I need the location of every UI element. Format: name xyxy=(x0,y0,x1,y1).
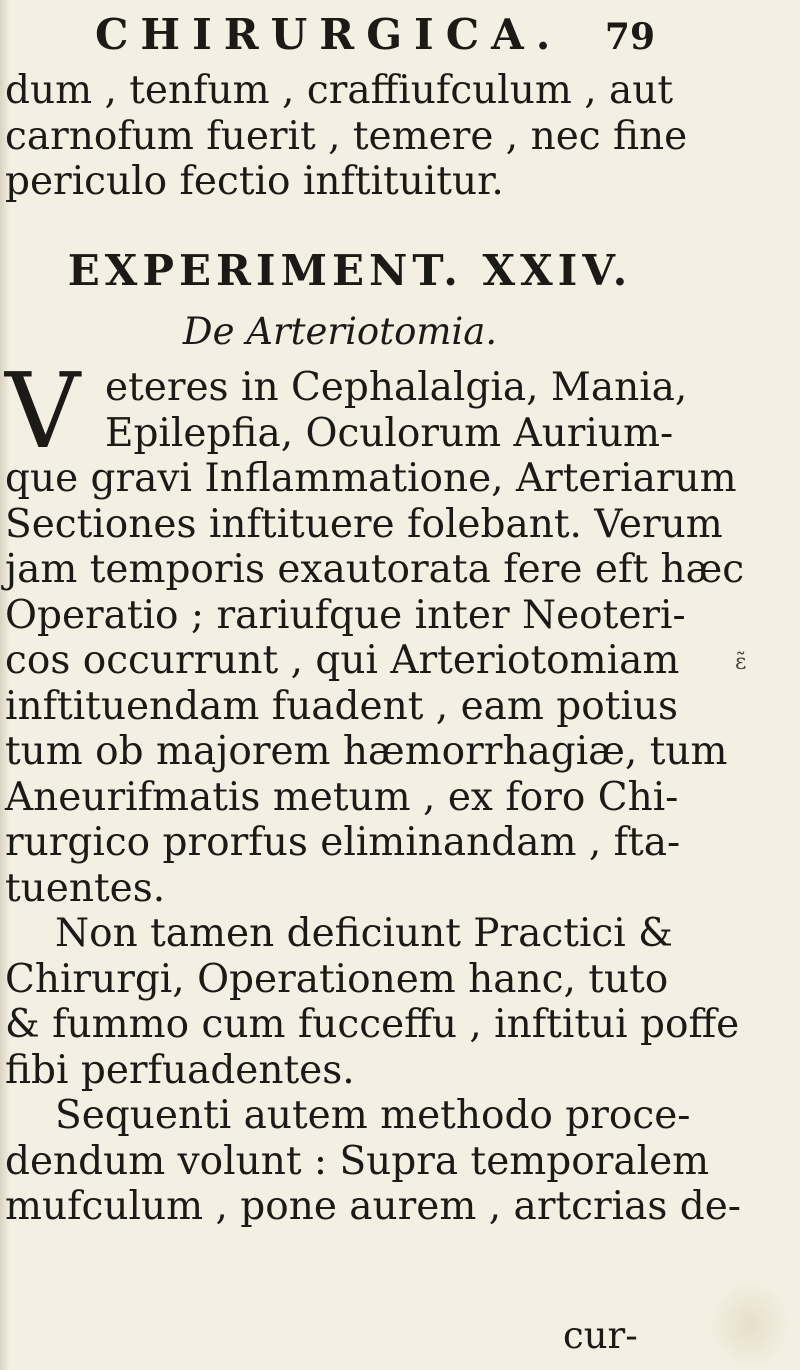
text-line: rurgico prorfus eliminandam , fta- xyxy=(5,820,681,865)
text-line: cos occurrunt , qui Arteriotomiam xyxy=(5,638,680,683)
paragraph xyxy=(5,456,745,911)
text-line: Chirurgi, Operationem hanc, tuto xyxy=(5,956,669,1002)
text-line: carnofum fuerit , temere , nec fine xyxy=(5,113,688,159)
experiment-subheading: De Arteriotomia. xyxy=(182,310,498,353)
dropcap-block xyxy=(5,350,688,472)
text-line: Aneurifmatis metum , ex foro Chi- xyxy=(5,774,679,820)
running-header xyxy=(95,10,655,70)
text-line: fibi perfuadentes. xyxy=(5,1047,355,1093)
experiment-body xyxy=(5,350,745,1230)
text-line: Non tamen deficiunt Practici & xyxy=(55,911,673,956)
text-line: dendum volunt : Supra temporalem xyxy=(5,1138,710,1184)
paper-stain xyxy=(710,1280,790,1370)
page-number: 79 xyxy=(604,16,655,58)
text-line: inftituendam fuadent , eam potius xyxy=(5,683,679,729)
intro-text xyxy=(5,68,688,205)
catchword: cur- xyxy=(563,1314,638,1357)
paragraph xyxy=(5,911,740,1093)
marginal-mark: ɛ̃ xyxy=(735,650,747,675)
text-line: tuentes. xyxy=(5,865,166,911)
text-line: tum ob majorem hæmorrhagiæ, tum xyxy=(5,729,728,774)
text-line: eteres in Cephalalgia, Mania, xyxy=(105,365,688,410)
text-line: Sequenti autem methodo proce- xyxy=(55,1093,691,1138)
text-line: que gravi Inflammatione, Arteriarum xyxy=(5,456,737,501)
text-line: periculo fectio inftituitur. xyxy=(5,159,504,204)
running-title: CHIRURGICA. xyxy=(95,10,563,59)
paragraph xyxy=(5,1093,741,1230)
text-line: Epilepfia, Oculorum Aurium- xyxy=(105,410,674,456)
text-line: mufculum , pone aurem , artcrias de- xyxy=(5,1184,741,1229)
text-line: dum , tenfum , craffiufculum , aut xyxy=(5,68,674,113)
text-line: jam temporis exautorata fere eft hæc xyxy=(5,547,745,592)
drop-cap: V xyxy=(5,350,81,472)
text-line: Sectiones inftituere folebant. Verum xyxy=(5,501,723,547)
text-line: Operatio ; rariufque inter Neoteri- xyxy=(5,592,686,638)
text-line: & fummo cum fucceffu , inftitui poffe xyxy=(5,1002,740,1047)
experiment-heading: EXPERIMENT. XXIV. xyxy=(67,246,633,295)
